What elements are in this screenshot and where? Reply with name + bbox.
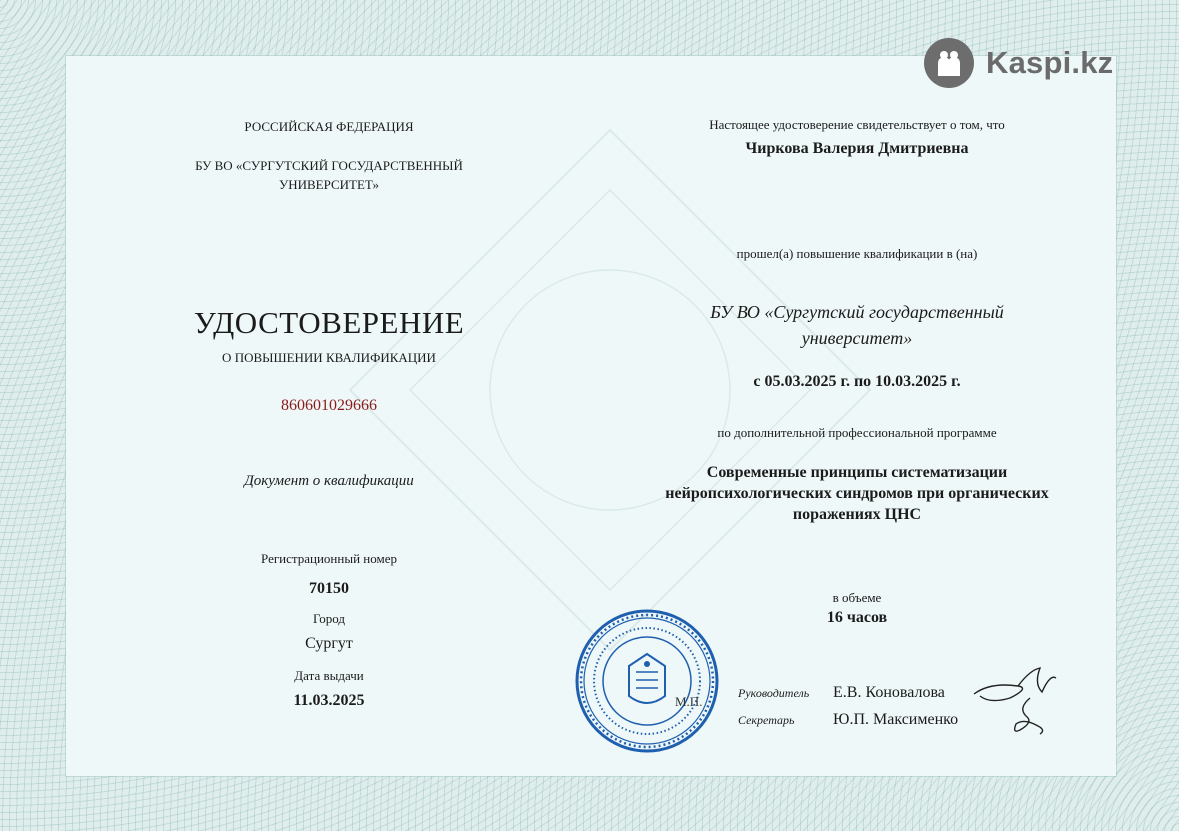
issue-date-label: Дата выдачи [294, 668, 364, 683]
city-value: Сургут [305, 635, 353, 652]
kaspi-brand-name: Kaspi.kz [986, 45, 1114, 80]
document-type: Документ о квалификации [244, 473, 414, 489]
document-subtitle: О ПОВЫШЕНИИ КВАЛИФИКАЦИИ [222, 350, 436, 365]
holder-full-name: Чиркова Валерия Дмитриевна [745, 140, 969, 157]
city-label: Город [312, 611, 346, 626]
official-seal [574, 608, 720, 754]
stamp-place-mark: М.П. [675, 694, 703, 709]
university-line-2: УНИВЕРСИТЕТ» [278, 177, 380, 192]
volume-label: в объеме [832, 590, 882, 605]
document-title: УДОСТОВЕРЕНИЕ [193, 305, 465, 340]
registration-number: 70150 [309, 580, 349, 597]
issue-date: 11.03.2025 [293, 692, 365, 709]
secretary-name: Ю.П. Максименко [833, 711, 959, 728]
head-label: Руководитель [738, 686, 810, 700]
program-title-line-1: Современные принципы систематизации [706, 464, 1008, 481]
country-name: РОССИЙСКАЯ ФЕДЕРАЦИЯ [244, 119, 414, 134]
completed-text: прошел(а) повышение квалификации в (на) [736, 246, 978, 261]
secretary-signature [1004, 694, 1054, 738]
serial-number: 860601029666 [281, 397, 377, 414]
kaspi-logo-icon [924, 38, 974, 88]
program-title-line-3: поражениях ЦНС [792, 506, 922, 523]
volume-value: 16 часов [826, 609, 888, 626]
training-period: с 05.03.2025 г. по 10.03.2025 г. [753, 373, 961, 390]
certifies-text: Настоящее удостоверение свидетельствует о том, что [709, 117, 1005, 132]
institution-line-2: университет» [801, 328, 913, 348]
registration-label: Регистрационный номер [261, 551, 397, 566]
program-label: по дополнительной профессиональной программе [717, 425, 997, 440]
institution-line-1: БУ ВО «Сургутский государственный [710, 302, 1004, 322]
university-line-1: БУ ВО «СУРГУТСКИЙ ГОСУДАРСТВЕННЫЙ [195, 158, 463, 173]
program-title-line-2: нейропсихологических синдромов при органических [665, 485, 1049, 502]
head-name: Е.В. Коновалова [833, 684, 945, 701]
secretary-label: Секретарь [738, 713, 795, 727]
kaspi-brand [924, 38, 1113, 88]
